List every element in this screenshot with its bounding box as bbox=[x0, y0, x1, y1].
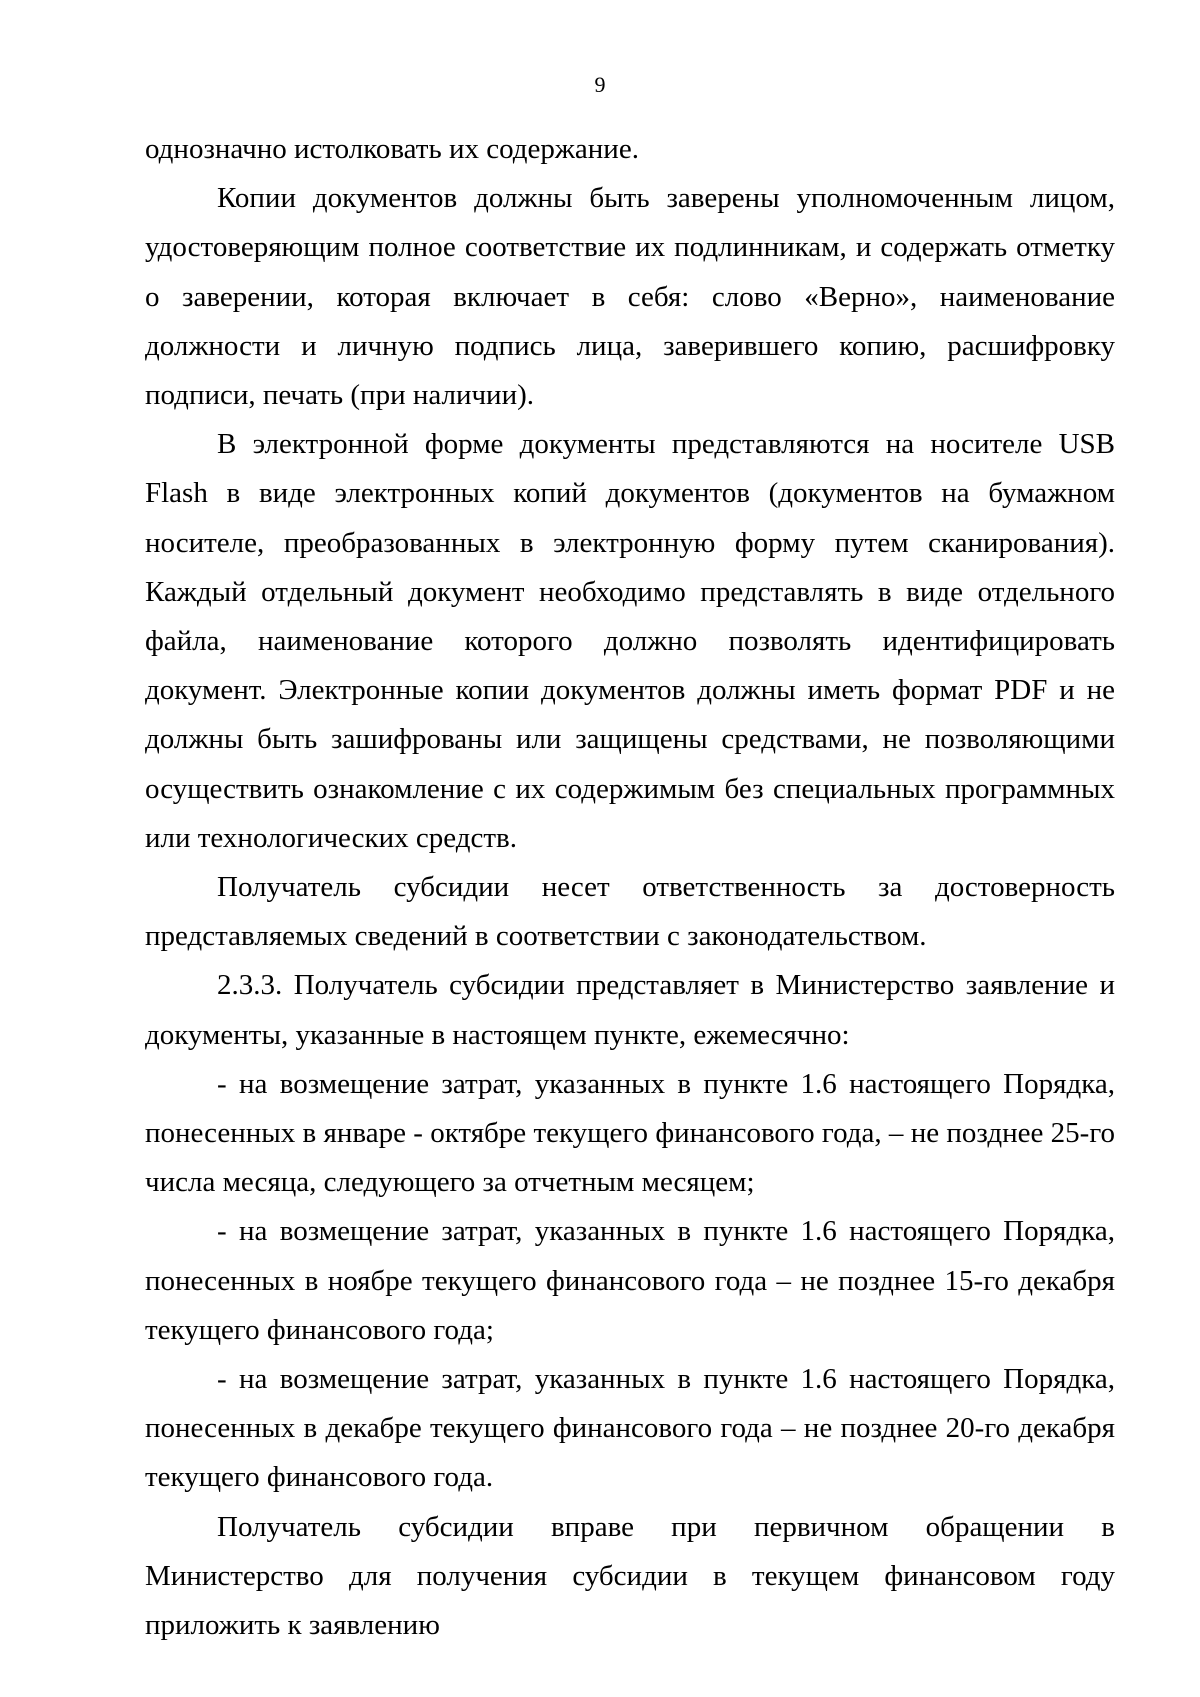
page-number: 9 bbox=[594, 72, 606, 97]
list-item-january-october: - на возмещение затрат, указанных в пункте 1.6 настоящего Порядка, понесенных в январе - октябре текущего финансового года, – не позднее 25-го числа месяца, следующего за отчетным месяцем; bbox=[145, 1067, 1115, 1199]
paragraph-first-application: Получатель субсидии вправе при первичном обращении в Министерство для получения субсидии в текущем финансовом году приложить к заявлению bbox=[145, 1510, 1115, 1642]
paragraph-copy-certification: Копии документов должны быть заверены уполномоченным лицом, удостоверяющим полное соответствие их подлинникам, и содержать отметку о заверении, которая включает в себя: слово «Верно», наименование должности и личную подпись лица, заверившего копию, расшифровку подписи, печать (при наличии). bbox=[145, 182, 1115, 412]
paragraph-electronic-form: В электронной форме документы представляются на носителе USB Flash в виде электронных копий документов (документов на бумажном носителе, преобразованных в электронную форму путем сканирования). Каждый отдельный документ необходимо представлять в виде отдельного файла, наименование которого должно позволять идентифицировать документ. Электронные копии документов должны иметь формат PDF и не должны быть зашифрованы или защищены средствами, не позволяющими осуществить ознакомление с их содержимым без специальных программных или технологических средств. bbox=[145, 428, 1115, 854]
paragraph-continuation: однозначно истолковать их содержание. bbox=[145, 133, 639, 165]
paragraph-2-3-3: 2.3.3. Получатель субсидии представляет в Министерство заявление и документы, указанные в настоящем пункте, ежемесячно: bbox=[145, 969, 1115, 1051]
list-item-december: - на возмещение затрат, указанных в пункте 1.6 настоящего Порядка, понесенных в декабре текущего финансового года – не позднее 20-го декабря текущего финансового года. bbox=[145, 1363, 1115, 1494]
list-item-november: - на возмещение затрат, указанных в пункте 1.6 настоящего Порядка, понесенных в ноябре текущего финансового года – не позднее 15-го декабря текущего финансового года; bbox=[145, 1215, 1115, 1346]
paragraph-responsibility: Получатель субсидии несет ответственность за достоверность представляемых сведений в соответствии с законодательством. bbox=[145, 871, 1115, 953]
document-body bbox=[145, 125, 1115, 1650]
